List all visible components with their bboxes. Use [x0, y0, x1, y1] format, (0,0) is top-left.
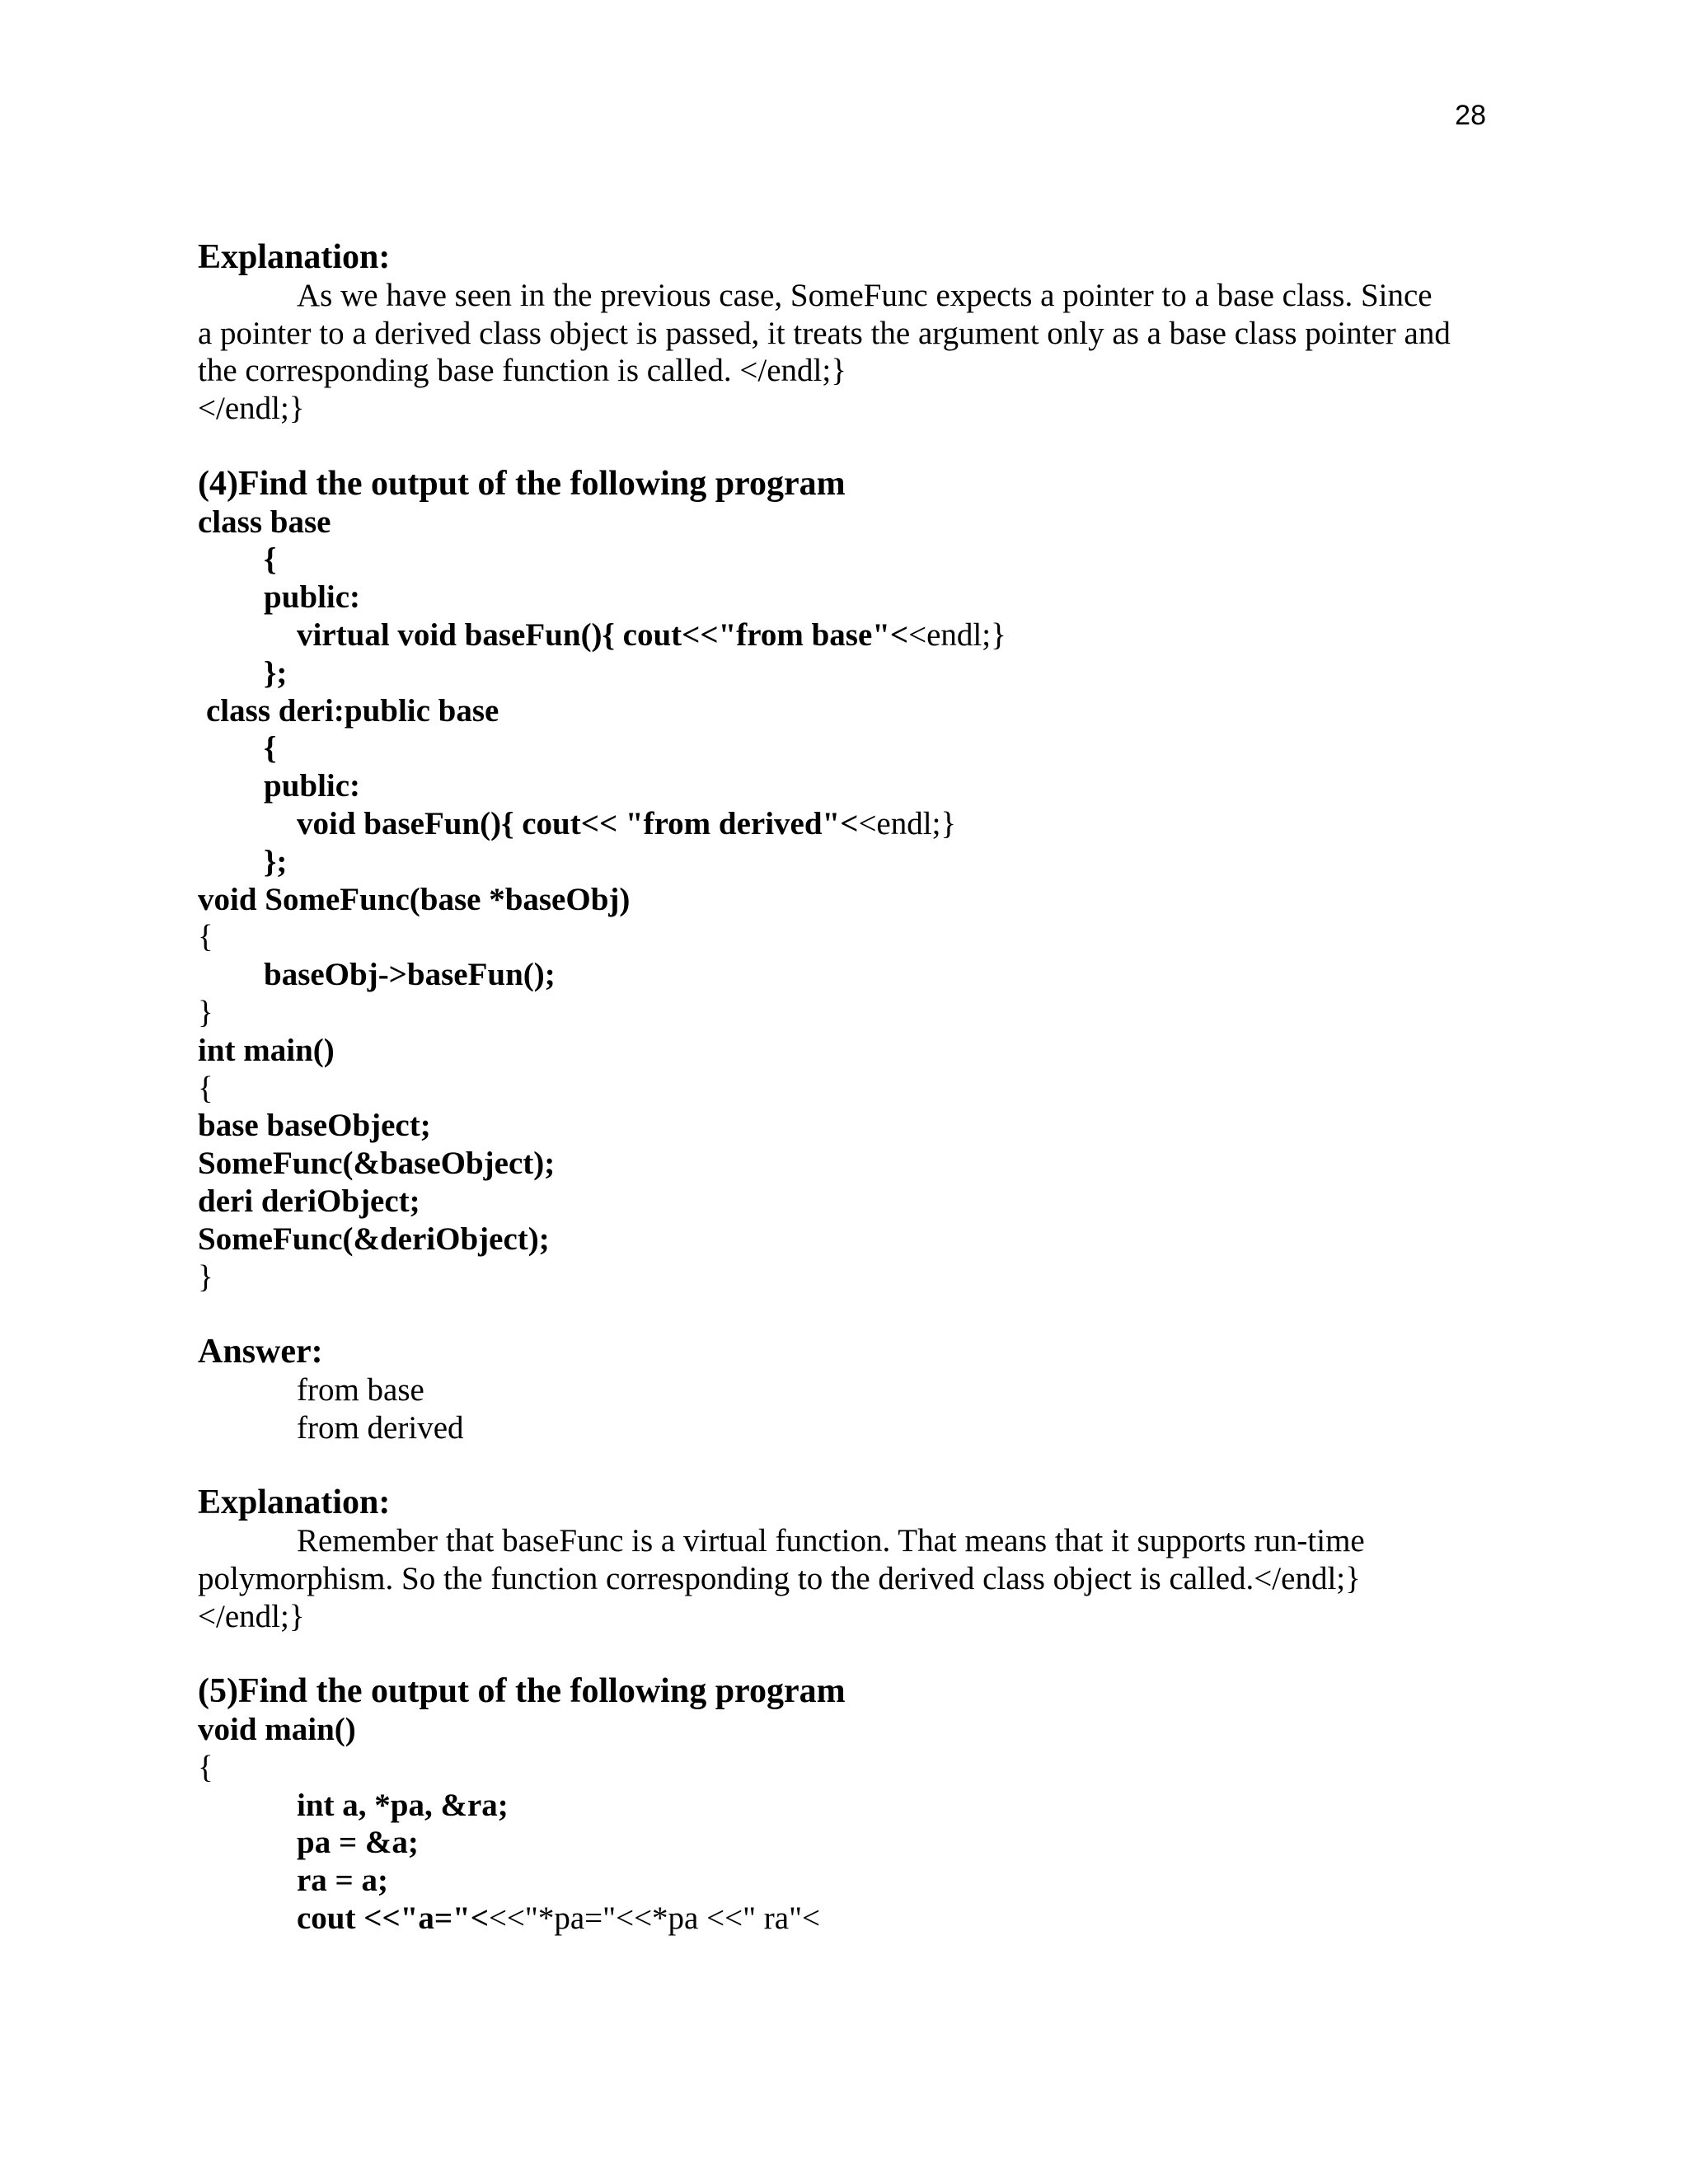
answer-heading: Answer:	[198, 1333, 323, 1371]
explanation-heading: Explanation:	[198, 1483, 391, 1522]
code-line: {	[198, 1070, 213, 1106]
code-line	[198, 1900, 1500, 1938]
question-heading: (5)Find the output of the following program	[198, 1672, 846, 1711]
code-line	[198, 805, 1500, 843]
code-line: class deri:public base	[206, 692, 499, 729]
explanation-line: </endl;}	[198, 1598, 305, 1634]
code-line: baseObj->baseFun();	[264, 957, 556, 993]
code-regular: <endl;}	[858, 805, 957, 841]
code-line: void main()	[198, 1712, 356, 1748]
code-line: int a, *pa, &ra;	[297, 1787, 509, 1823]
code-line: SomeFunc(&deriObject);	[198, 1221, 550, 1257]
code-line: pa = &a;	[297, 1825, 419, 1861]
explanation-line: Remember that baseFunc is a virtual function. That means that it supports run-time	[297, 1523, 1365, 1559]
explanation-line: polymorphism. So the function corresponding to the derived class object is called.</endl;}	[198, 1560, 1361, 1596]
code-line: int main()	[198, 1032, 335, 1068]
document-body	[198, 239, 1500, 1938]
code-line: SomeFunc(&baseObject);	[198, 1146, 556, 1182]
explanation-line: As we have seen in the previous case, SomeFunc expects a pointer to a base class. Since	[297, 277, 1432, 313]
code-line: deri deriObject;	[198, 1183, 420, 1219]
explanation-line: a pointer to a derived class object is passed, it treats the argument only as a base class pointer and	[198, 315, 1451, 351]
code-line: {	[198, 1749, 213, 1785]
code-bold: cout <<"a="<	[297, 1900, 489, 1937]
code-line: };	[264, 654, 288, 691]
code-line: {	[264, 541, 277, 578]
code-line: class base	[198, 504, 331, 540]
code-bold: virtual void baseFun(){ cout<<"from base"<	[297, 616, 909, 653]
code-line: }	[198, 1258, 213, 1295]
code-line: {	[198, 919, 213, 955]
code-bold: void baseFun(){ cout<< "from derived"<	[297, 805, 859, 841]
code-line: ra = a;	[297, 1863, 389, 1899]
code-line: void SomeFunc(base *baseObj)	[198, 881, 631, 917]
code-line: };	[264, 843, 288, 879]
code-regular: <<"*pa="<<*pa <<" ra"<	[488, 1900, 820, 1937]
explanation-line: </endl;}	[198, 391, 305, 427]
answer-line: from derived	[297, 1409, 464, 1446]
answer-line: from base	[297, 1371, 424, 1408]
code-line: base baseObject;	[198, 1108, 431, 1144]
question-heading: (4)Find the output of the following program	[198, 464, 846, 503]
code-line: public:	[264, 579, 361, 616]
code-line: {	[264, 730, 277, 766]
explanation-line: the corresponding base function is called. </endl;}	[198, 353, 846, 389]
explanation-heading: Explanation:	[198, 238, 391, 276]
page-number: 28	[1455, 100, 1486, 131]
code-line: }	[198, 994, 213, 1030]
code-regular: <endl;}	[908, 616, 1006, 653]
code-line: public:	[264, 768, 361, 804]
code-line	[198, 616, 1500, 654]
